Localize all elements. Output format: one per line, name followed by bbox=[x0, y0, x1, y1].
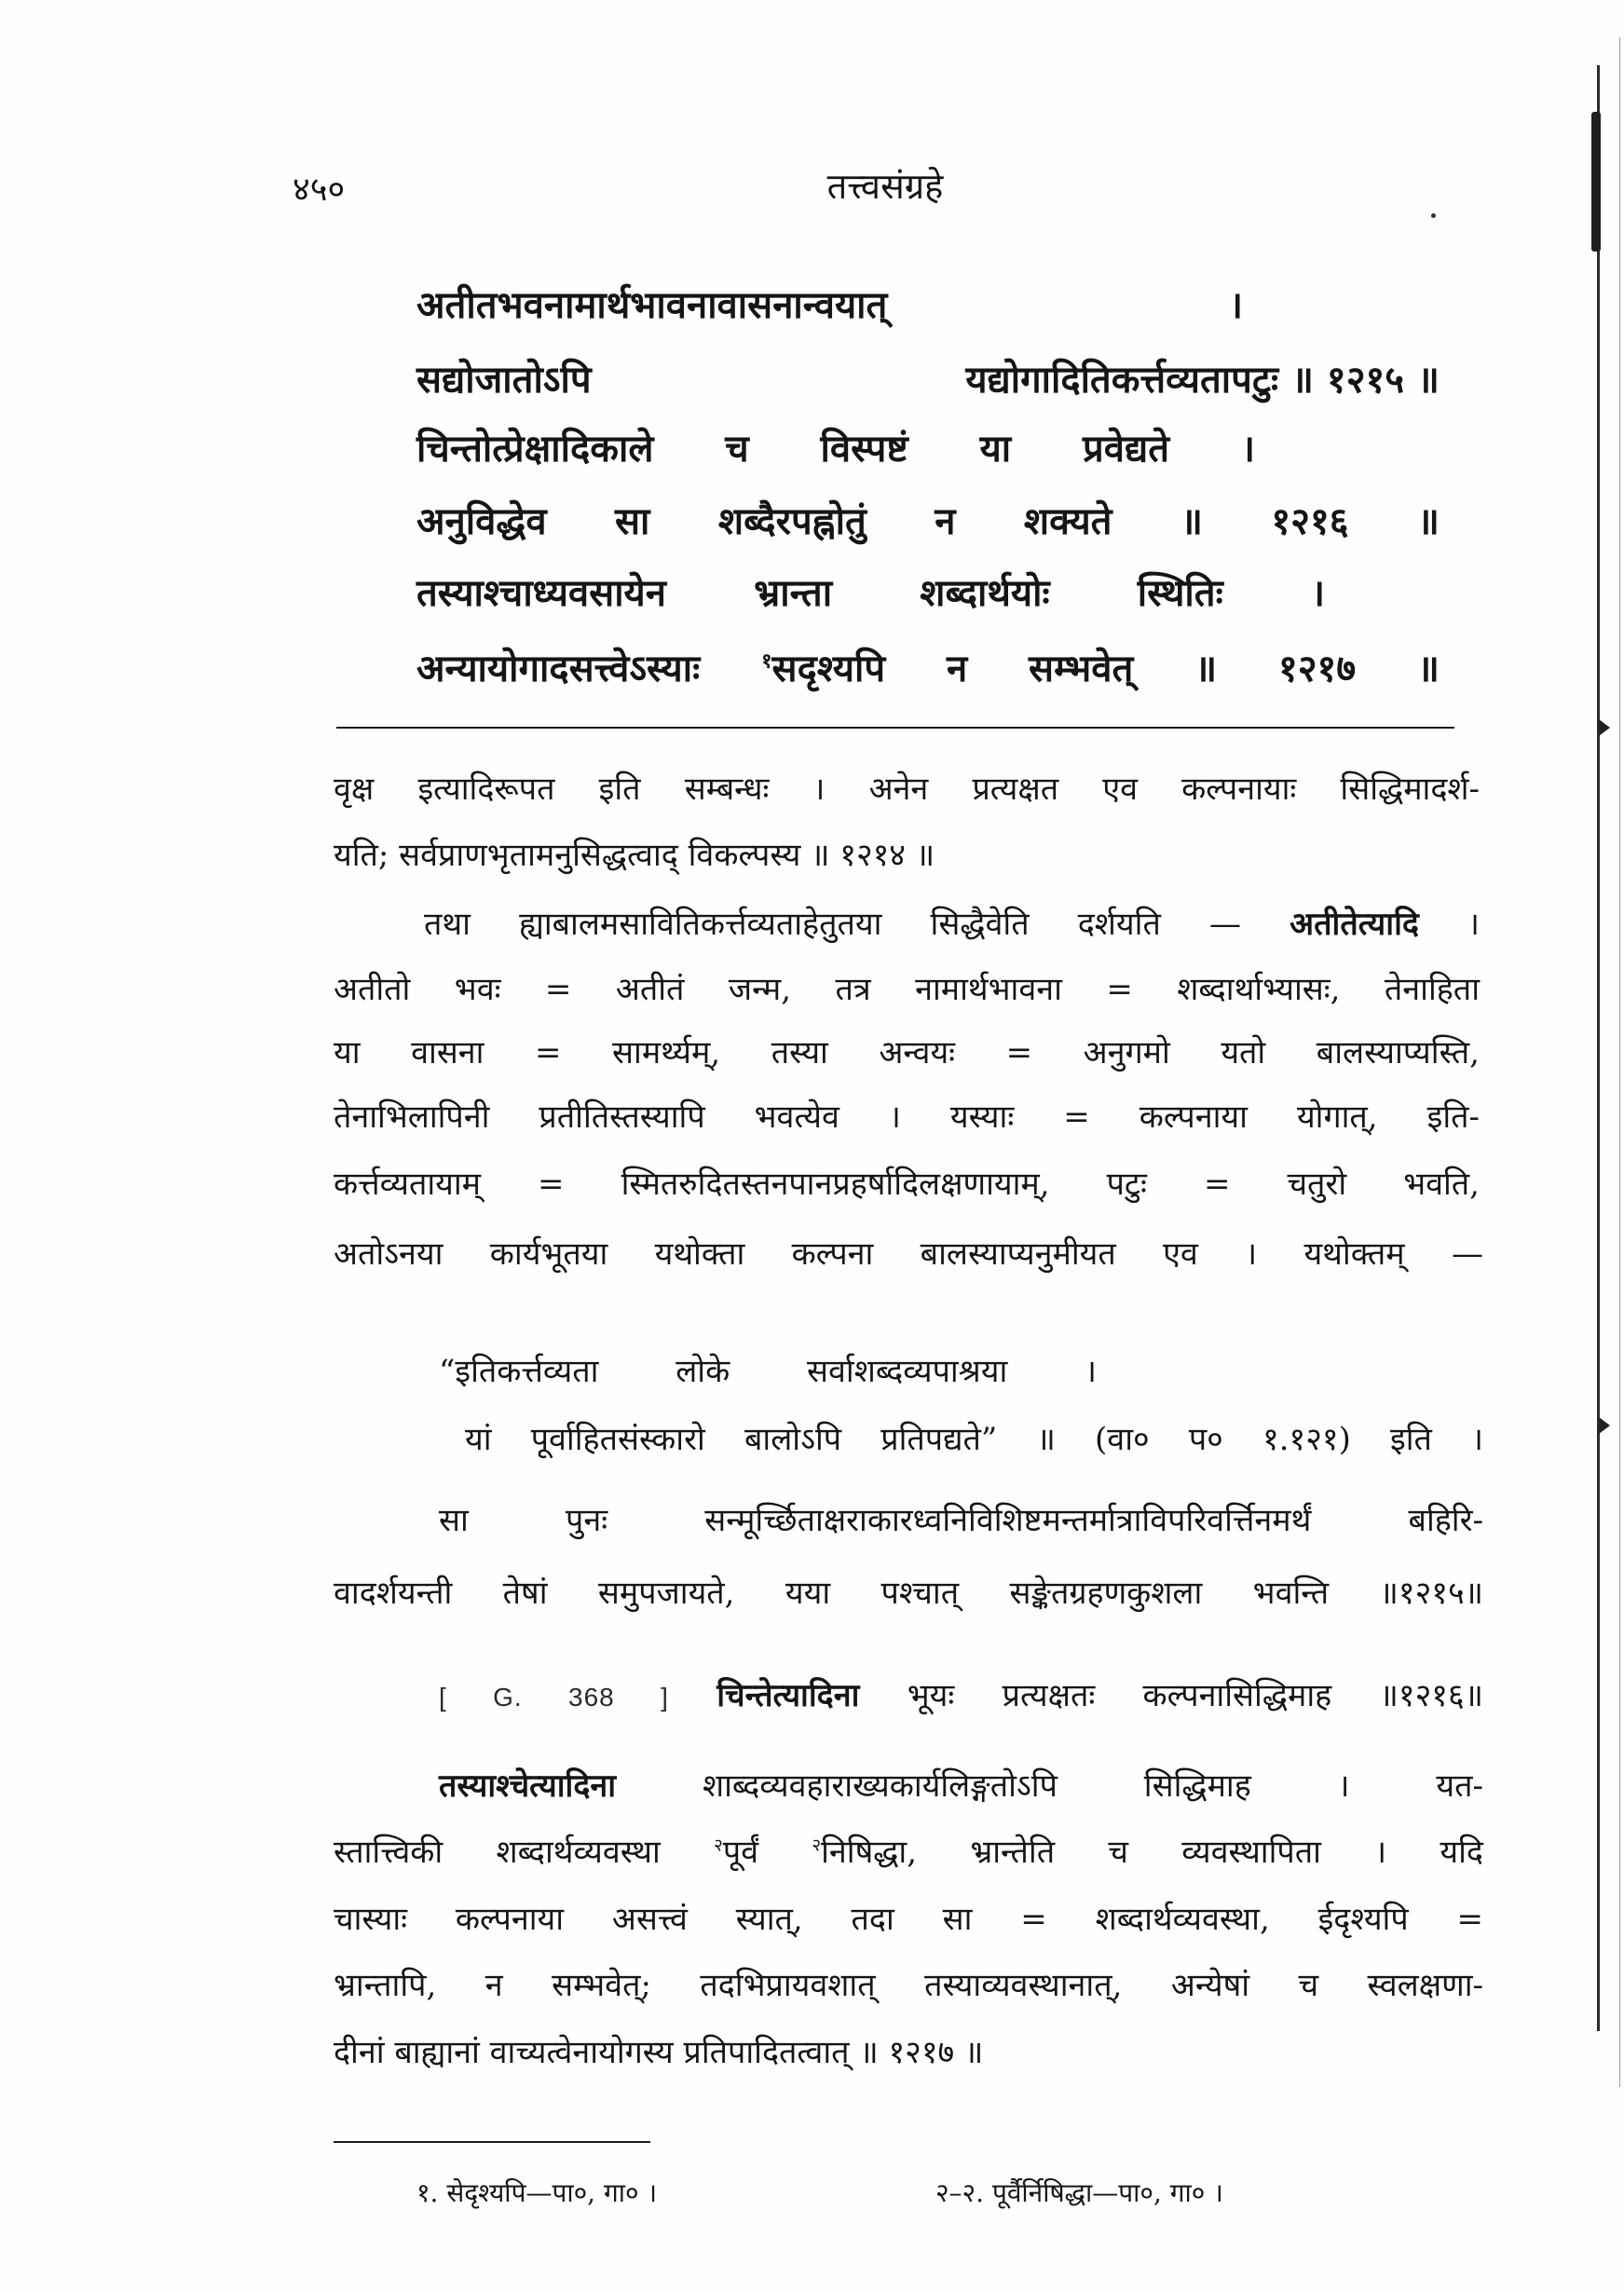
binding-edge-faint bbox=[1619, 37, 1620, 2087]
verse-line bbox=[416, 350, 1440, 410]
page-number: ४५० bbox=[293, 171, 346, 209]
footnote-marker: २ bbox=[812, 1835, 822, 1856]
verse-line bbox=[416, 639, 1440, 699]
quotation-line: “इतिकर्त्तव्यता लोके सर्वाशब्दव्यपाश्रया । bbox=[439, 1353, 1097, 1390]
scan-speck bbox=[1431, 213, 1436, 218]
binding-marker bbox=[1599, 719, 1610, 736]
verse-danda: । bbox=[1228, 283, 1243, 327]
commentary-line: वृक्ष इत्यादिरूपत इति सम्बन्धः । अनेन प्रत्यक्षत एव कल्पनायाः सिद्धिमादर्श- bbox=[334, 771, 1480, 808]
verse-text: सद्योजातोऽपि bbox=[416, 358, 592, 402]
verse-line: चिन्तोत्प्रेक्षादिकाले च विस्पष्टं या प्रवेद्यते । bbox=[416, 427, 1255, 471]
commentary-line: दीनां बाह्यानां वाच्यत्वेनायोगस्य प्रतिपादितत्वात् ॥ १२१७ ॥ bbox=[334, 2034, 984, 2071]
edition-page-reference: [ G. 368 ] bbox=[439, 1683, 669, 1712]
commentary-line bbox=[439, 1758, 1483, 1814]
commentary-line: या वासना = सामर्थ्यम्, तस्या अन्वयः = अनुगमो यतो बालस्याप्यस्ति, bbox=[334, 1034, 1480, 1071]
footnote-text: सेदृश्यपि—पा०, गा० । bbox=[446, 2177, 658, 2208]
commentary-line: वादर्शयन्ती तेषां समुपजायते, यया पश्चात् सङ्केतग्रहणकुशला भवन्ति ॥१२१५॥ bbox=[334, 1575, 1483, 1612]
binding-edge bbox=[1597, 65, 1600, 2031]
verse-line: तस्याश्चाध्यवसायेन भ्रान्ता शब्दार्थयोः स्थितिः । bbox=[416, 571, 1325, 615]
commentary-line bbox=[334, 1824, 1483, 1880]
binding-edge-shadow bbox=[1591, 112, 1601, 252]
footnote bbox=[935, 2171, 1223, 2216]
commentary-text: पूर्वं bbox=[722, 1834, 759, 1871]
verse-line bbox=[416, 276, 1243, 335]
verse-text: यद्योगादितिकर्त्तव्यतापटुः ॥ १२१५ ॥ bbox=[965, 358, 1440, 402]
commentary-line bbox=[439, 1668, 1483, 1724]
commentary-line: अतीतो भवः = अतीतं जन्म, तत्र नामार्थभावना = शब्दार्थाभ्यासः, तेनाहिता bbox=[334, 971, 1480, 1008]
commentary-text: भूयः प्रत्यक्षतः कल्पनासिद्धिमाह ॥१२१६॥ bbox=[907, 1677, 1484, 1714]
commentary-text: तथा ह्याबालमसावितिकर्त्तव्यताहेतुतया सिद्धैवेति दर्शयति — bbox=[424, 906, 1241, 943]
footnote-text: पूर्वैर्निषिद्धा—पा०, गा० । bbox=[991, 2177, 1223, 2208]
verse-text: सदृश्यपि न सम्भवेत् ॥ १२१७ ॥ bbox=[771, 647, 1440, 690]
commentary-line bbox=[424, 896, 1480, 952]
pratika-lemma: अतीतेत्यादि bbox=[1290, 906, 1419, 943]
pratika-lemma: तस्याश्चेत्यादिना bbox=[439, 1767, 617, 1805]
commentary-line: चास्याः कल्पनाया असत्त्वं स्यात्, तदा सा = शब्दार्थव्यवस्था, ईदृश्यपि = bbox=[334, 1901, 1483, 1938]
footnote-marker: २ bbox=[714, 1835, 723, 1856]
footnote-marker: १ bbox=[761, 648, 772, 674]
pratika-lemma: चिन्तेत्यादिना bbox=[716, 1677, 860, 1714]
footnote-mark: १. bbox=[416, 2177, 439, 2208]
footnote-divider bbox=[334, 2141, 650, 2143]
commentary-text: निषिद्धा, भ्रान्तेति च व्यवस्थापिता । यदि bbox=[821, 1834, 1483, 1871]
commentary-text: स्तात्त्विकी शब्दार्थव्यवस्था bbox=[334, 1834, 661, 1871]
commentary-text: शाब्दव्यवहाराख्यकार्यलिङ्गतोऽपि सिद्धिमाह । यत- bbox=[702, 1767, 1483, 1805]
commentary-line: कर्त्तव्यतायाम् = स्मितरुदितस्तनपानप्रहर्षादिलक्षणायाम्, पटुः = चतुरो भवति, bbox=[334, 1166, 1480, 1203]
commentary-line: अतोऽनया कार्यभूतया यथोक्ता कल्पना बालस्याप्यनुमीयत एव । यथोक्तम् — bbox=[334, 1235, 1483, 1273]
verse-text: अन्यायोगादसत्त्वेऽस्याः bbox=[416, 647, 701, 690]
danda: । bbox=[1467, 906, 1480, 943]
commentary-line: सा पुनः सन्मूर्च्छिताक्षराकारध्वनिविशिष्टमन्तर्मात्राविपरिवर्त्तिनमर्थं बहिरि- bbox=[439, 1502, 1483, 1539]
running-title: तत्त्वसंग्रहे bbox=[826, 166, 944, 207]
commentary-line: भ्रान्तापि, न सम्भवेत्; तदभिप्रायवशात् तस्याव्यवस्थानात्, अन्येषां च स्वलक्षणा- bbox=[334, 1967, 1483, 2004]
footnote-mark: २–२. bbox=[935, 2177, 985, 2208]
verse-divider bbox=[336, 727, 1454, 729]
verse-line: अनुविद्धेव सा शब्दैरपह्नोतुं न शक्यते ॥ १२१६ ॥ bbox=[416, 499, 1440, 543]
quotation-line: यां पूर्वाहितसंस्कारो बालोऽपि प्रतिपद्यते” ॥ (वा० प० १.१२१) इति । bbox=[465, 1421, 1483, 1458]
footnote bbox=[416, 2171, 657, 2216]
commentary-line: तेनाभिलापिनी प्रतीतिस्तस्यापि भवत्येव । यस्याः = कल्पनाया योगात्, इति- bbox=[334, 1098, 1480, 1136]
commentary-line: यति; सर्वप्राणभृतामनुसिद्धत्वाद् विकल्पस्य ॥ १२१४ ॥ bbox=[334, 837, 935, 874]
binding-marker bbox=[1599, 1417, 1610, 1434]
verse-text: अतीतभवनामार्थभावनावासनान्वयात् bbox=[416, 283, 888, 327]
